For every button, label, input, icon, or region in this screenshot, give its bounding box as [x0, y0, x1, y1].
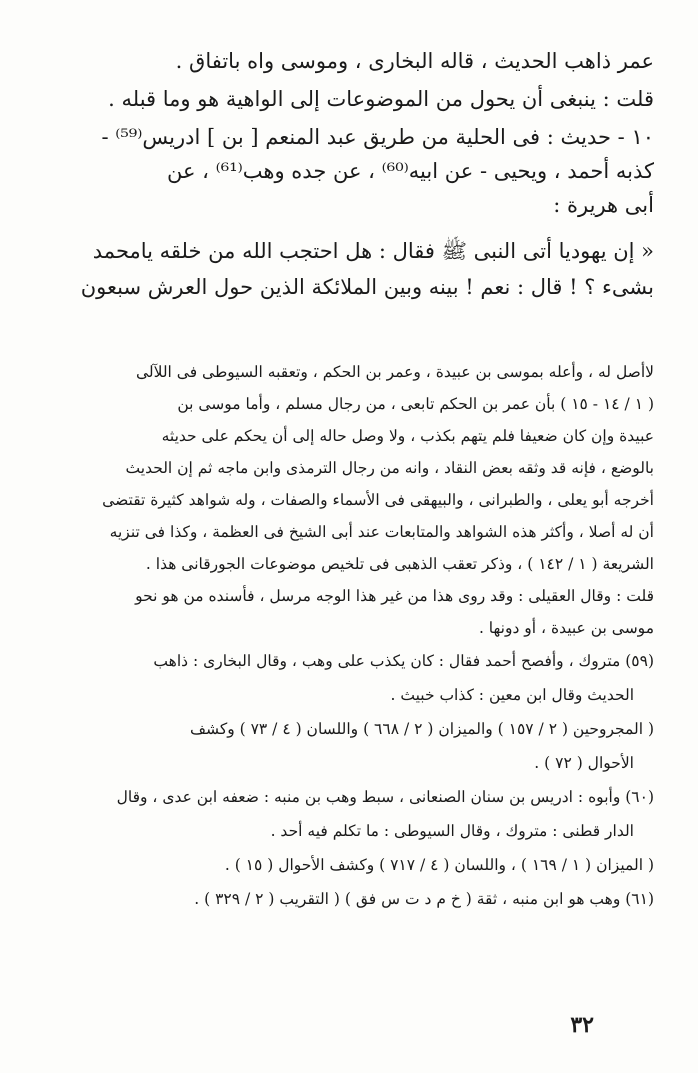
page-content [40, 44, 654, 916]
text-line: كذبه أحمد ، ويحيى - عن ابيه⁽⁶⁰⁾ ، عن جده وهب⁽⁶¹⁾ ، عن [166, 159, 654, 183]
commentary-line: ( ١ / ١٤ - ١٥ ) بأن عمر بن الحكم تابعى ، من رجال مسلم ، وأما موسى بن [177, 395, 654, 413]
commentary-line: قلت : وقال العقيلى : وقد روى هذا من غير هذا الوجه مرسل ، فأسنده من هو نحو [135, 587, 654, 605]
commentary-line: موسى بن عبيدة ، أو دونها . [478, 619, 654, 637]
footnote-61: (٦١) وهب هو ابن منبه ، ثقة ( خ م د ت س فق ) ( التقريب ( ٢ / ٣٢٩ ) . [194, 890, 654, 908]
hadith-heading: ١٠ - حديث : فى الحلية من طريق عبد المنعم [ بن ] ادريس⁽⁵⁹⁾ - [101, 125, 654, 149]
commentary-line: عبيدة وإن كان ضعيفا فلم يتهم بكذب ، ولا وصل حاله إلى أن يحكم على حديثه [161, 427, 654, 445]
hadith-text: « إن يهوديا أتى النبى ﷺ فقال : هل احتجب الله من خلقه يامحمد [92, 239, 654, 263]
commentary-line: أخرجه أبو يعلى ، والطبرانى ، والبيهقى فى الأسماء والصفات ، وله شواهد كثيرة تقتضى [102, 491, 654, 509]
footnote-60: (٦٠) وأبوه : ادريس بن سنان الصنعانى ، سبط وهب بن منبه : ضعفه ابن عدى ، وقال [116, 788, 654, 806]
text-line: قلت : ينبغى أن يحول من الموضوعات إلى الواهية هو وما قبله . [108, 87, 654, 111]
footnote-line: الأحوال ( ٧٢ ) . [534, 754, 634, 772]
commentary [40, 356, 654, 644]
commentary-line: الشريعة ( ١ / ١٤٢ ) ، وذكر تعقب الذهبى فى تلخيص موضوعات الجورقانى هذا . [145, 555, 654, 573]
commentary-line: بالوضع ، فإنه قد وثقه بعض النقاد ، وانه من رجال الترمذى وابن ماجه ثم إن الحديث [125, 459, 654, 477]
footnote-line: الحديث وقال ابن معين : كذاب خبيث . [390, 686, 634, 704]
hadith-text: بشىء ؟ ! قال : نعم ! بينه وبين الملائكة الذين حول العرش سبعون [80, 275, 654, 299]
text-line: أبى هريرة : [553, 193, 654, 217]
footnote-line: الدار قطنى : متروك ، وقال السيوطى : ما تكلم فيه أحد . [270, 822, 634, 840]
footnotes [40, 644, 654, 916]
main-text [40, 44, 654, 304]
text-line: عمر ذاهب الحديث ، قاله البخارى ، وموسى واه باتفاق . [175, 49, 654, 73]
page-number: ٣٢ [570, 1012, 594, 1038]
commentary-line: لاأصل له ، وأعله بموسى بن عبيدة ، وعمر بن الحكم ، وتعقبه السيوطى فى اللآلى [135, 363, 654, 381]
footnote-line: ( المجروحين ( ٢ / ١٥٧ ) والميزان ( ٢ / ٦٦٨ ) واللسان ( ٤ / ٧٣ ) وكشف [189, 720, 654, 738]
footnote-59: (٥٩) متروك ، وأفصح أحمد فقال : كان يكذب على وهب ، وقال البخارى : ذاهب [153, 652, 654, 670]
footnote-line: ( الميزان ( ١ / ١٦٩ ) ، واللسان ( ٤ / ٧١٧ ) وكشف الأحوال ( ١٥ ) . [224, 856, 654, 874]
commentary-line: أن له أصلا ، وأكثر هذه الشواهد والمتابعات عند أبى الشيخ فى العظمة ، وكذا فى تنزيه [109, 523, 654, 541]
